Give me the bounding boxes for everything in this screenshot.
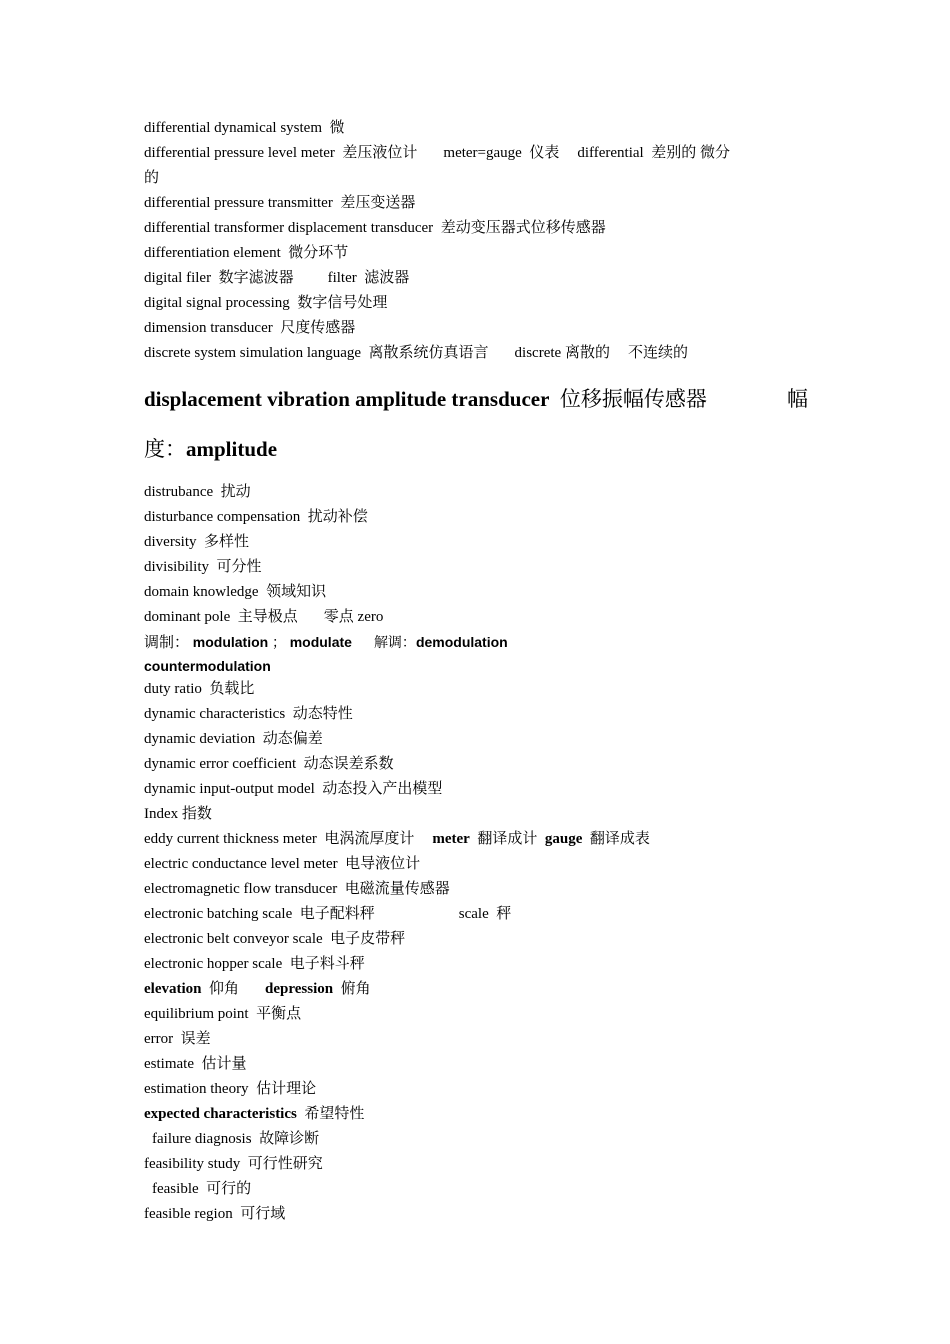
entry-domain-knowledge: domain knowledge 领域知识 (144, 584, 327, 600)
entry-diversity: diversity 多样性 (144, 534, 250, 550)
entry-duty-ratio: duty ratio 负载比 (144, 681, 255, 697)
entry-differentiation-element: differentiation element 微分环节 (144, 245, 349, 261)
entry-electronic-batching-scale: electronic batching scale 电子配料秤 scale 秤 (144, 906, 512, 922)
entry-disturbance-compensation: disturbance compensation 扰动补偿 (144, 509, 368, 525)
entry-elevation: elevation 仰角 depression 俯角 (144, 981, 371, 997)
entry-estimation-theory: estimation theory 估计理论 (144, 1081, 317, 1097)
entry-differential-pressure-transmitter: differential pressure transmitter 差压变送器 (144, 195, 416, 211)
entry-differential-pressure-level-meter: differential pressure level meter 差压液位计 meter=gauge 仪表 differential 差别的 微分 的 (144, 145, 730, 186)
entry-failure-diagnosis: failure diagnosis 故障诊断 (152, 1131, 320, 1147)
entry-amplitude-continuation: 度：amplitude (144, 437, 278, 461)
entry-displacement-vibration-amplitude-transducer: displacement vibration amplitude transducer 位移振幅传感器 幅 (144, 387, 808, 411)
entry-discrete-system-simulation-language: discrete system simulation language 离散系统仿真语言 discrete 离散的 不连续的 (144, 345, 688, 361)
entry-eddy-current-thickness-meter: eddy current thickness meter 电涡流厚度计 meter 翻译成计 gauge 翻译成表 (144, 831, 650, 847)
entry-differential-transformer-displacement-transducer: differential transformer displacement transducer 差动变压器式位移传感器 (144, 220, 606, 236)
entry-expected-characteristics: expected characteristics 希望特性 (144, 1106, 365, 1122)
entry-feasibility-study: feasibility study 可行性研究 (144, 1156, 323, 1172)
entry-divisibility: divisibility 可分性 (144, 559, 262, 575)
glossary-page (144, 116, 808, 1227)
entry-equilibrium-point: equilibrium point 平衡点 (144, 1006, 302, 1022)
entry-dynamic-deviation: dynamic deviation 动态偏差 (144, 731, 323, 747)
entry-feasible-region: feasible region 可行域 (144, 1206, 286, 1222)
entry-dynamic-characteristics: dynamic characteristics 动态特性 (144, 706, 353, 722)
entry-dimension-transducer: dimension transducer 尺度传感器 (144, 320, 356, 336)
entry-electronic-belt-conveyor-scale: electronic belt conveyor scale 电子皮带秤 (144, 931, 406, 947)
entry-error: error 误差 (144, 1031, 211, 1047)
entry-feasible: feasible 可行的 (152, 1181, 252, 1197)
entry-digital-filer: digital filer 数字滤波器 filter 滤波器 (144, 270, 410, 286)
entry-countermodulation: countermodulation (144, 658, 271, 674)
entry-electromagnetic-flow-transducer: electromagnetic flow transducer 电磁流量传感器 (144, 881, 450, 897)
entry-distrubance: distrubance 扰动 (144, 484, 251, 500)
entry-dynamic-error-coefficient: dynamic error coefficient 动态误差系数 (144, 756, 394, 772)
entry-digital-signal-processing: digital signal processing 数字信号处理 (144, 295, 388, 311)
entry-dominant-pole: dominant pole 主导极点 零点 zero (144, 609, 384, 625)
entry-dynamic-input-output-model: dynamic input-output model 动态投入产出模型 (144, 781, 443, 797)
entry-index: Index 指数 (144, 806, 212, 822)
entry-differential-dynamical-system: differential dynamical system 微 (144, 120, 345, 136)
entry-electronic-hopper-scale: electronic hopper scale 电子料斗秤 (144, 956, 365, 972)
entry-modulation: 调制： modulation ； modulate 解调：demodulation (144, 634, 508, 651)
entry-estimate: estimate 估计量 (144, 1056, 247, 1072)
entry-electric-conductance-level-meter: electric conductance level meter 电导液位计 (144, 856, 421, 872)
